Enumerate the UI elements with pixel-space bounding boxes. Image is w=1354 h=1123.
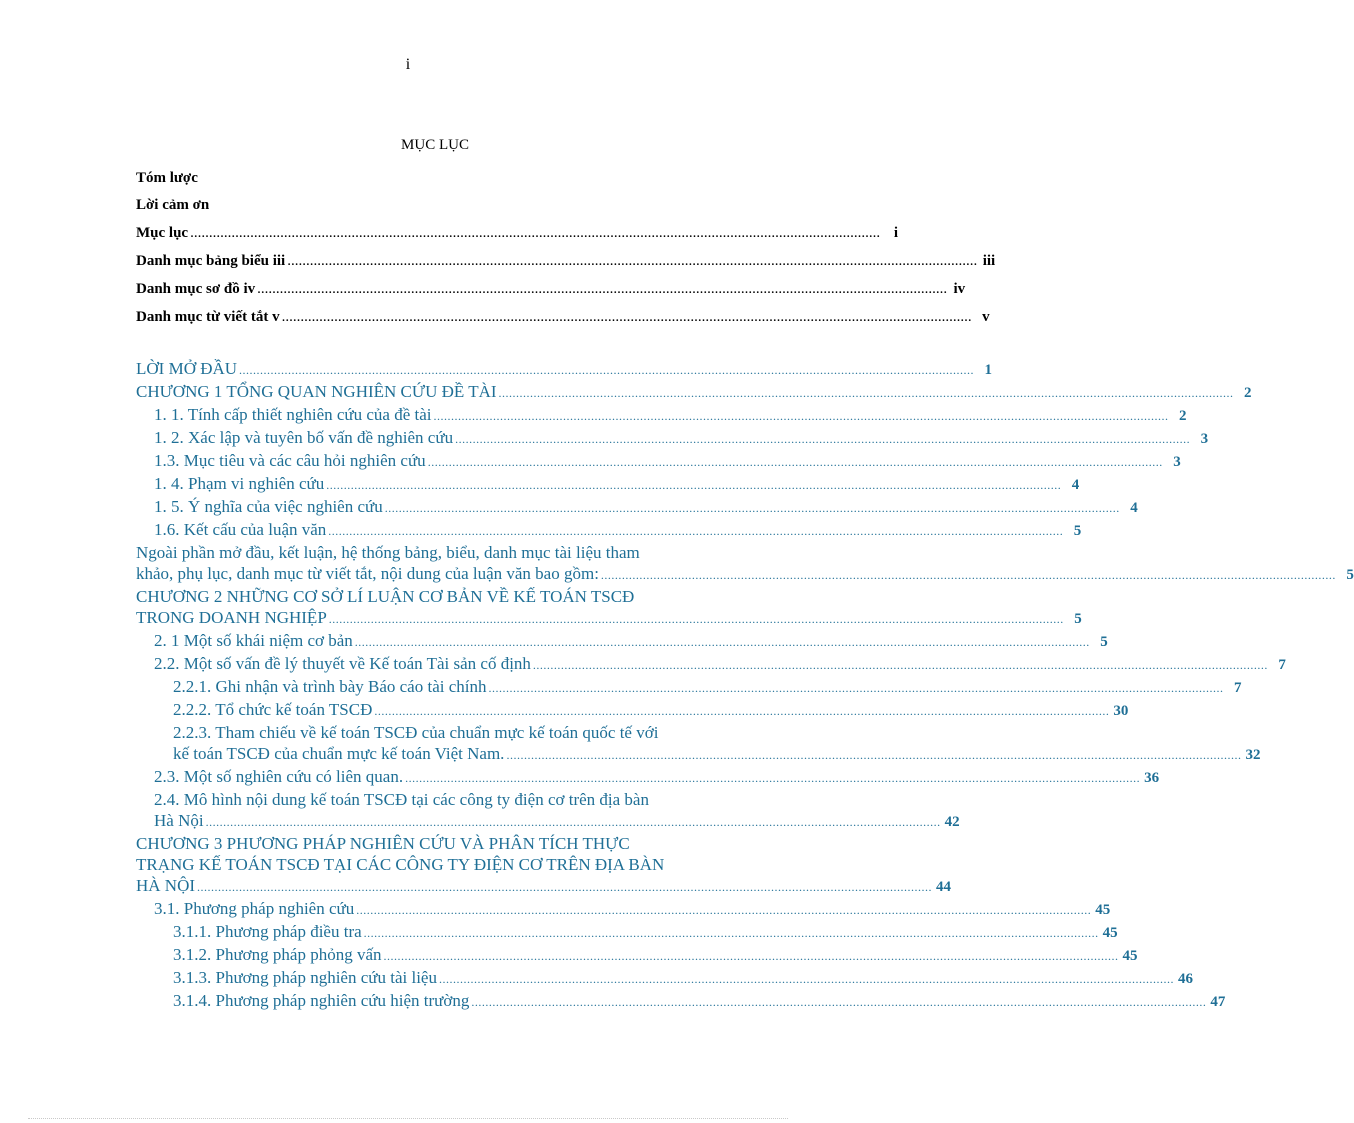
toc-entry-label: 3.1.3. Phương pháp nghiên cứu tài liệu bbox=[173, 968, 437, 987]
toc-entry-page: 4 bbox=[1130, 500, 1138, 516]
toc-entry-label: 2.3. Một số nghiên cứu có liên quan. bbox=[154, 767, 404, 786]
leader-dots: ........................................................................................................................................................................................ bbox=[281, 309, 972, 325]
front-item-tables[interactable] bbox=[136, 251, 996, 271]
toc-entry-label: 2.2.1. Ghi nhận và trình bày Báo cáo tài chính bbox=[173, 677, 487, 696]
toc-entry[interactable] bbox=[136, 473, 1080, 496]
toc-entry[interactable] bbox=[136, 381, 1252, 404]
leader-dots: .................................................................................................................................................................................................................. bbox=[356, 903, 1092, 917]
toc-entry[interactable] bbox=[136, 722, 1261, 766]
toc-entry-label: 3.1.2. Phương pháp phỏng vấn bbox=[173, 945, 382, 964]
toc-entry-page: 47 bbox=[1210, 994, 1226, 1010]
leader-dots: ........................................................................................................................................................................................ bbox=[257, 281, 948, 297]
toc-entry-label: 2. 1 Một số khái niệm cơ bản bbox=[154, 631, 353, 650]
leader-dots: .................................................................................................................................................................................................................. bbox=[374, 704, 1110, 718]
toc-entry-label-line: Ngoài phần mở đầu, kết luận, hệ thống bảng, biểu, danh mục tài liệu tham bbox=[136, 543, 640, 562]
toc-entry-page: 3 bbox=[1200, 431, 1209, 447]
front-item-page: iv bbox=[953, 281, 966, 297]
toc-entry-page: 45 bbox=[1095, 902, 1111, 918]
toc-entry-label: TRONG DOANH NGHIỆP bbox=[136, 608, 327, 627]
leader-dots: .................................................................................................................................................................................................................. bbox=[455, 432, 1191, 446]
toc-entry-label: 3.1.1. Phương pháp điều tra bbox=[173, 922, 362, 941]
leader-dots: .................................................................................................................................................................................................................. bbox=[197, 880, 933, 894]
front-item-label: Tóm lược bbox=[136, 170, 198, 186]
leader-dots: .................................................................................................................................................................................................................. bbox=[506, 748, 1242, 762]
toc-entry-page: 30 bbox=[1113, 703, 1129, 719]
toc-entry-label: HÀ NỘI bbox=[136, 876, 196, 895]
leader-dots: .................................................................................................................................................................................................................. bbox=[438, 972, 1174, 986]
leader-dots: .................................................................................................................................................................................................................. bbox=[600, 568, 1336, 582]
toc-entry-label-line: 2.2.3. Tham chiếu về kế toán TSCĐ của chuẩn mực kế toán quốc tế với bbox=[173, 723, 659, 742]
toc-entry-label: 2.2.2. Tổ chức kế toán TSCĐ bbox=[173, 700, 373, 719]
toc-entry[interactable] bbox=[136, 789, 960, 833]
toc-entry[interactable] bbox=[136, 496, 1138, 519]
leader-dots: .................................................................................................................................................................................................................. bbox=[498, 386, 1234, 400]
leader-dots: .................................................................................................................................................................................................................. bbox=[326, 478, 1062, 492]
toc-entry-page: 42 bbox=[944, 814, 960, 830]
toc-entry-page: 2 bbox=[1244, 385, 1252, 401]
toc-entry[interactable] bbox=[136, 404, 1187, 427]
leader-dots: .................................................................................................................................................................................................................. bbox=[384, 501, 1120, 515]
leader-dots: .................................................................................................................................................................................................................. bbox=[205, 815, 941, 829]
toc-entry-label-line: 2.4. Mô hình nội dung kế toán TSCĐ tại các công ty điện cơ trên địa bàn bbox=[154, 790, 649, 809]
toc-entry-page: 46 bbox=[1177, 971, 1193, 987]
toc-entry[interactable] bbox=[136, 766, 1160, 789]
toc-entry[interactable] bbox=[136, 653, 1286, 676]
toc-entry[interactable] bbox=[136, 699, 1129, 722]
toc-entry-page: 7 bbox=[1233, 680, 1242, 696]
toc-entry-page: 7 bbox=[1278, 657, 1286, 673]
front-item-toc[interactable] bbox=[136, 223, 899, 243]
front-item-label: Danh mục bảng biểu iii bbox=[136, 253, 286, 269]
toc-entry-label-line: CHƯƠNG 3 PHƯƠNG PHÁP NGHIÊN CỨU VÀ PHÂN TÍCH THỰC bbox=[136, 834, 630, 853]
toc-entry[interactable] bbox=[136, 586, 1082, 630]
toc-entry-label: 2.2. Một số vấn đề lý thuyết về Kế toán Tài sản cố định bbox=[154, 654, 531, 673]
toc-entry-page: 44 bbox=[936, 879, 952, 895]
toc-entry-page: 36 bbox=[1144, 770, 1160, 786]
toc-entry-label: 1.6. Kết cấu của luận văn bbox=[154, 520, 327, 539]
toc-entry-page: 4 bbox=[1071, 477, 1080, 493]
front-item-page: v bbox=[982, 309, 990, 325]
toc-entry[interactable] bbox=[136, 358, 993, 381]
leader-dots: ........................................................................................................................................................................................ bbox=[287, 253, 978, 269]
toc-entry-label: 1.3. Mục tiêu và các câu hỏi nghiên cứu bbox=[154, 451, 426, 470]
toc-entry[interactable] bbox=[136, 921, 1118, 944]
front-item-abbreviations[interactable] bbox=[136, 307, 990, 327]
toc-entry[interactable] bbox=[136, 630, 1108, 653]
toc-entry-page: 5 bbox=[1346, 567, 1354, 583]
toc-entry-label: 1. 2. Xác lập và tuyên bố vấn đề nghiên cứu bbox=[154, 428, 454, 447]
toc-entry-label: 1. 5. Ý nghĩa của việc nghiên cứu bbox=[154, 497, 383, 516]
toc-entry-label: 3.1.4. Phương pháp nghiên cứu hiện trường bbox=[173, 991, 470, 1010]
front-item-page: i bbox=[893, 225, 899, 241]
front-item-thanks[interactable] bbox=[136, 195, 740, 215]
toc-entry-label: 1. 1. Tính cấp thiết nghiên cứu của đề tài bbox=[154, 405, 432, 424]
leader-dots: .................................................................................................................................................................................................................. bbox=[532, 658, 1268, 672]
front-item-diagrams[interactable] bbox=[136, 279, 966, 299]
toc-entry-page: 3 bbox=[1173, 454, 1181, 470]
toc-entry-page: 5 bbox=[1100, 634, 1108, 650]
front-item-label: Mục lục bbox=[136, 225, 189, 241]
page-number: i bbox=[405, 56, 411, 73]
toc-entry[interactable] bbox=[136, 898, 1111, 921]
leader-dots: .................................................................................................................................................................................................................. bbox=[239, 363, 975, 377]
toc-entry-label-line: TRẠNG KẾ TOÁN TSCĐ TẠI CÁC CÔNG TY ĐIỆN CƠ TRÊN ĐỊA BÀN bbox=[136, 855, 665, 874]
front-item-label: Danh mục sơ đồ iv bbox=[136, 281, 256, 297]
toc-list bbox=[136, 358, 1354, 1013]
toc-entry-page: 45 bbox=[1122, 948, 1138, 964]
toc-entry-label: Hà Nội bbox=[154, 811, 204, 830]
toc-entry[interactable] bbox=[136, 967, 1193, 990]
toc-entry-page: 2 bbox=[1179, 408, 1187, 424]
leader-dots: .................................................................................................................................................................................................................. bbox=[433, 409, 1169, 423]
front-item-label: Lời cảm ơn bbox=[136, 197, 210, 213]
toc-entry[interactable] bbox=[136, 450, 1181, 473]
toc-entry-page: 1 bbox=[984, 362, 993, 378]
leader-dots: .................................................................................................................................................................................................................. bbox=[383, 949, 1119, 963]
toc-entry[interactable] bbox=[136, 944, 1138, 967]
toc-entry-page: 5 bbox=[1073, 523, 1082, 539]
toc-entry-page: 45 bbox=[1102, 925, 1118, 941]
front-item-page: iii bbox=[982, 253, 996, 269]
leader-dots: .................................................................................................................................................................................................................. bbox=[354, 635, 1090, 649]
toc-entry-label: LỜI MỞ ĐẦU bbox=[136, 359, 238, 378]
toc-entry-label-line: CHƯƠNG 2 NHỮNG CƠ SỞ LÍ LUẬN CƠ BẢN VỀ KẾ TOÁN TSCĐ bbox=[136, 587, 635, 606]
leader-dots: .................................................................................................................................................................................................................. bbox=[328, 524, 1064, 538]
toc-entry[interactable] bbox=[136, 833, 952, 898]
leader-dots: .................................................................................................................................................................................................................. bbox=[363, 926, 1099, 940]
toc-entry[interactable] bbox=[136, 519, 1082, 542]
toc-entry-page: 32 bbox=[1245, 747, 1261, 763]
leader-dots: .................................................................................................................................................................................................................. bbox=[471, 995, 1207, 1009]
toc-entry-label: 3.1. Phương pháp nghiên cứu bbox=[154, 899, 355, 918]
toc-entry[interactable] bbox=[136, 427, 1209, 450]
leader-dots: .................................................................................................................................................................................................................. bbox=[488, 681, 1224, 695]
toc-entry-label: kế toán TSCĐ của chuẩn mực kế toán Việt Nam. bbox=[173, 744, 505, 763]
leader-dots: .................................................................................................................................................................................................................. bbox=[427, 455, 1163, 469]
toc-entry[interactable] bbox=[136, 542, 1354, 586]
toc-entry-label: khảo, phụ lục, danh mục từ viết tắt, nội dung của luận văn bao gồm: bbox=[136, 564, 599, 583]
toc-entry-page: 5 bbox=[1074, 611, 1082, 627]
toc-entry-label: CHƯƠNG 1 TỔNG QUAN NGHIÊN CỨU ĐỀ TÀI bbox=[136, 382, 497, 401]
toc-entry-label: 1. 4. Phạm vi nghiên cứu bbox=[154, 474, 325, 493]
toc-title: MỤC LỤC bbox=[401, 137, 469, 153]
leader-dots: .................................................................................................................................................................................................................. bbox=[405, 771, 1141, 785]
page-bottom-rule bbox=[28, 1118, 788, 1119]
toc-entry[interactable] bbox=[136, 990, 1226, 1013]
front-item-summary[interactable] bbox=[136, 168, 740, 188]
leader-dots: .................................................................................................................................................................................................................. bbox=[328, 612, 1064, 626]
toc-entry[interactable] bbox=[136, 676, 1242, 699]
leader-dots: ........................................................................................................................................................................................ bbox=[190, 225, 881, 241]
front-item-label: Danh mục từ viết tắt v bbox=[136, 309, 280, 325]
